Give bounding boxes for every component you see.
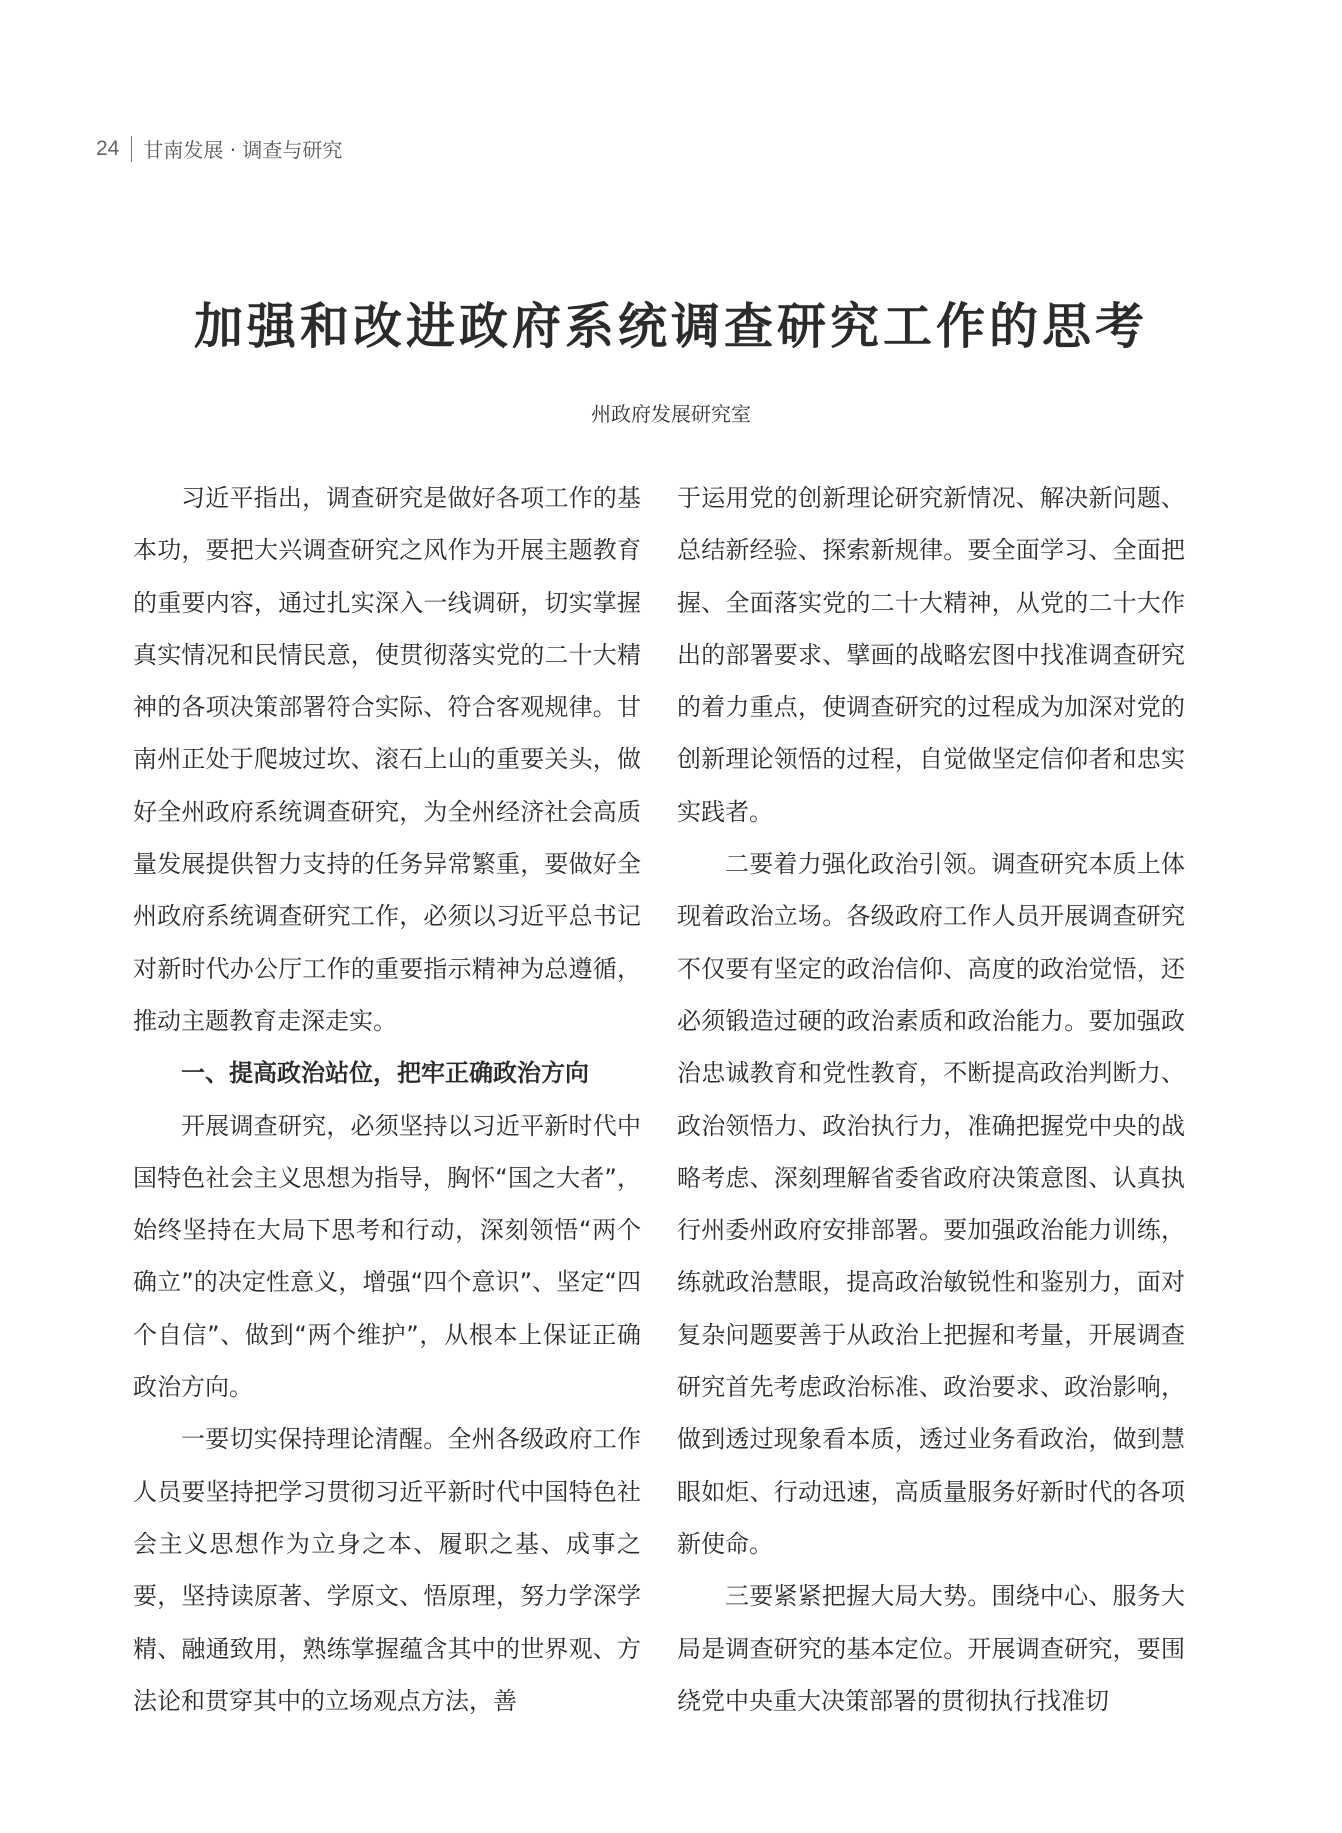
paragraph: 一要切实保持理论清醒。全州各级政府工作人员要坚持把学习贯彻习近平新时代中国特色社会主义思想作为立身之本、履职之基、成事之要，坚持读原著、学原文、悟原理，努力学深学精、融通致用，熟练掌握蕴含其中的世界观、方法论和贯穿其中的立场观点方法，善 [133, 1425, 641, 1715]
paragraph: 二要着力强化政治引领。调查研究本质上体现着政治立场。各级政府工作人员开展调查研究不仅要有坚定的政治信仰、高度的政治觉悟，还必须锻造过硬的政治素质和政治能力。要加强政治忠诚教育和党性教育，不断提高政治判断力、政治领悟力、政治执行力，准确把握党中央的战略考虑、深刻理解省委省政府决策意图、认真执行州委州政府安排部署。要加强政治能力训练，练就政治慧眼，提高政治敏锐性和鉴别力，面对复杂问题要善于从政治上把握和考量，开展调查研究首先考虑政治标准、政治要求、政治影响，做到透过现象看本质，透过业务看政治，做到慧眼如炬、行动迅速，高质量服务好新时代的各项新使命。 [677, 850, 1185, 1558]
paragraph-continued: 于运用党的创新理论研究新情况、解决新问题、总结新经验、探索新规律。要全面学习、全面把握、全面落实党的二十大精神，从党的二十大作出的部署要求、擘画的战略宏图中找准调查研究的着力重点，使调查研究的过程成为加深对党的创新理论领悟的过程，自觉做坚定信仰者和忠实实践者。 [677, 484, 1185, 826]
section-heading: 一、提高政治站位，把牢正确政治方向 [181, 1059, 589, 1088]
page-number: 24 [96, 136, 120, 160]
paragraph: 三要紧紧把握大局大势。围绕中心、服务大局是调查研究的基本定位。开展调查研究，要围绕党中央重大决策部署的贯彻执行找准切 [677, 1582, 1185, 1715]
paragraph: 习近平指出，调查研究是做好各项工作的基本功，要把大兴调查研究之风作为开展主题教育的重要内容，通过扎实深入一线调研，切实掌握真实情况和民情民意，使贯彻落实党的二十大精神的各项决策部署符合实际、符合客观规律。甘南州正处于爬坡过坎、滚石上山的重要关头，做好全州政府系统调查研究，为全州经济社会高质量发展提供智力支持的任务异常繁重，要做好全州政府系统调查研究工作，必须以习近平总书记对新时代办公厅工作的重要指示精神为总遵循，推动主题教育走深走实。 [133, 484, 641, 1035]
running-header [96, 134, 342, 163]
article-author: 州政府发展研究室 [591, 402, 751, 426]
right-column [677, 472, 1185, 1727]
article-title: 加强和改进政府系统调查研究工作的思考 [193, 297, 1148, 355]
left-column [133, 472, 641, 1727]
journal-section-name: 甘南发展 · 调查与研究 [143, 138, 343, 162]
paragraph: 开展调查研究，必须坚持以习近平新时代中国特色社会主义思想为指导，胸怀“国之大者”，始终坚持在大局下思考和行动，深刻领悟“两个确立”的决定性意义，增强“四个意识”、坚定“四个自信”、做到“两个维护”，从根本上保证正确政治方向。 [133, 1111, 641, 1402]
header-divider [131, 136, 132, 162]
